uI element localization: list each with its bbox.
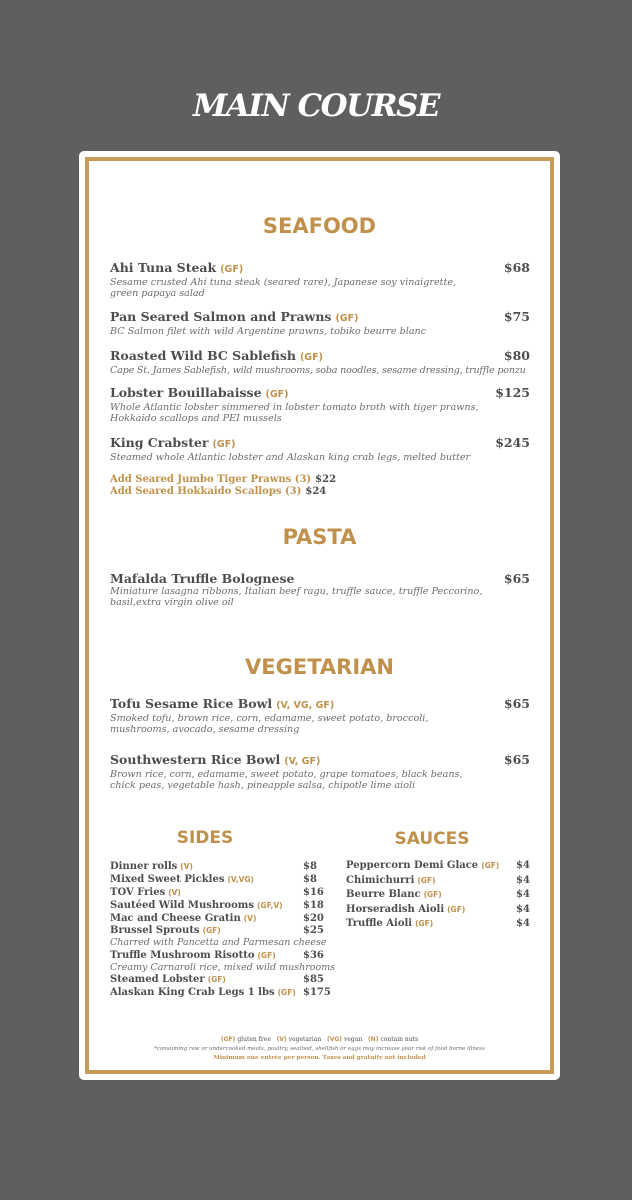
- menu-item-lobster-bouillabaisse: [110, 386, 530, 424]
- legend-code: (V): [276, 1036, 287, 1043]
- addon-price: $22: [315, 474, 337, 485]
- legend-text: vegan: [343, 1036, 363, 1043]
- dietary-tag: (V,VG): [227, 875, 254, 884]
- menu-card: [79, 151, 560, 1080]
- dietary-tag: (GF): [277, 988, 296, 997]
- legend-text: gluten free: [237, 1036, 271, 1043]
- item-price: $245: [495, 435, 530, 450]
- food-safety-disclaimer: *consuming raw or undercooked meats, poultry, seafood, shellfish or eggs may increase your risk of food borne illness: [154, 1046, 485, 1052]
- legend-code: (VG): [326, 1036, 343, 1043]
- addon-tiger-prawns: [110, 474, 336, 486]
- item-description: Cape St. James Sablefish, wild mushrooms, soba noodles, sesame dressing, truffle ponzu: [110, 365, 526, 376]
- dietary-tag: (V, VG, GF): [276, 700, 335, 711]
- side-item: [110, 887, 181, 899]
- menu-item-ahi-tuna-steak: [110, 261, 530, 299]
- side-price: $20: [303, 913, 324, 924]
- side-item: [110, 950, 276, 962]
- side-item: [110, 900, 283, 912]
- item-description: Brown rice, corn, edamame, sweet potato, grape tomatoes, black beans, chick peas, vegetable hash, pineapple salsa, chipotle lime aioli: [110, 769, 463, 791]
- sauce-price: $4: [516, 889, 530, 900]
- item-name: Pan Seared Salmon and Prawns: [110, 309, 332, 324]
- side-name: Alaskan King Crab Legs 1 lbs: [110, 987, 275, 998]
- item-name: Roasted Wild BC Sablefish: [110, 348, 296, 363]
- sauce-item: [346, 875, 436, 887]
- dietary-tag: (V, GF): [284, 756, 321, 767]
- dietary-tag: (GF): [265, 389, 289, 400]
- dietary-tag: (V): [180, 862, 193, 871]
- sauce-price: $4: [516, 904, 530, 915]
- dietary-tag: (GF): [207, 975, 226, 984]
- side-price: $18: [303, 900, 324, 911]
- menu-item-southwestern-rice-bowl: [110, 753, 530, 791]
- side-price: $175: [303, 987, 331, 998]
- side-name: Mixed Sweet Pickles: [110, 874, 225, 885]
- dietary-tag: (GF): [447, 905, 466, 914]
- menu-item-salmon-prawns: [110, 310, 530, 338]
- side-price: $16: [303, 887, 324, 898]
- dietary-tag: (GF): [220, 264, 244, 275]
- item-price: $125: [495, 385, 530, 400]
- side-name: Steamed Lobster: [110, 974, 205, 985]
- item-price: $75: [503, 309, 530, 324]
- side-price: $25: [303, 925, 324, 936]
- dietary-tag: (GF): [481, 861, 500, 870]
- side-note: Charred with Pancetta and Parmesan cheese: [110, 937, 327, 948]
- sauce-name: Chimichurri: [346, 875, 415, 886]
- item-price: $80: [503, 348, 530, 363]
- item-description: Miniature lasagna ribbons, Italian beef ragu, truffle sauce, truffle Peccorino, basil,extra virgin olive oil: [110, 586, 483, 608]
- dietary-tag: (GF): [423, 890, 442, 899]
- side-item: [110, 925, 221, 937]
- side-name: Brussel Sprouts: [110, 925, 200, 936]
- dietary-tag: (V): [168, 888, 181, 897]
- legend-text: contain nuts: [380, 1036, 419, 1043]
- legend-code: (N): [367, 1036, 379, 1043]
- side-name: TOV Fries: [110, 887, 166, 898]
- addon-price: $24: [305, 486, 327, 497]
- sauce-name: Peppercorn Demi Glace: [346, 860, 479, 871]
- item-description: Smoked tofu, brown rice, corn, edamame, sweet potato, broccoli, mushrooms, avocado, sesame dressing: [110, 713, 429, 735]
- item-name: Ahi Tuna Steak: [110, 260, 217, 275]
- page-title: MAIN COURSE: [193, 88, 439, 124]
- side-price: $85: [303, 974, 324, 985]
- sauce-item: [346, 889, 442, 901]
- item-description: Whole Atlantic lobster simmered in lobster tomato broth with tiger prawns, Hokkaido scallops and PEI mussels: [110, 402, 479, 424]
- menu-item-mafalda-bolognese: [110, 572, 530, 608]
- section-heading-pasta: PASTA: [282, 525, 357, 549]
- item-price: $65: [503, 752, 530, 767]
- side-note: Creamy Carnaroli rice, mixed wild mushrooms: [110, 962, 336, 973]
- sauce-name: Beurre Blanc: [346, 889, 421, 900]
- side-name: Truffle Mushroom Risotto: [110, 950, 255, 961]
- side-item: [110, 974, 226, 986]
- side-price: $8: [303, 874, 317, 885]
- section-heading-sides: SIDES: [176, 828, 234, 848]
- side-name: Dinner rolls: [110, 861, 178, 872]
- side-name: Mac and Cheese Gratin: [110, 913, 241, 924]
- dietary-tag: (GF): [417, 876, 436, 885]
- side-item: [110, 913, 256, 925]
- menu-item-sablefish: [110, 349, 530, 377]
- item-name: Mafalda Truffle Bolognese: [110, 571, 295, 586]
- item-name: Lobster Bouillabaisse: [110, 385, 262, 400]
- section-heading-seafood: SEAFOOD: [262, 214, 377, 238]
- sauce-price: $4: [516, 918, 530, 929]
- item-price: $68: [503, 260, 530, 275]
- item-description: BC Salmon filet with wild Argentine prawns, tobiko beurre blanc: [110, 326, 427, 337]
- sauce-name: Horseradish Aioli: [346, 904, 445, 915]
- sauce-name: Truffle Aioli: [346, 918, 413, 929]
- side-name: Sautéed Wild Mushrooms: [110, 900, 254, 911]
- section-heading-sauces: SAUCES: [394, 829, 470, 849]
- side-price: $36: [303, 950, 324, 961]
- item-name: King Crabster: [110, 435, 209, 450]
- sauce-price: $4: [516, 860, 530, 871]
- side-item: [110, 861, 193, 873]
- dietary-tag: (GF): [257, 951, 276, 960]
- dietary-tag: (GF): [212, 439, 236, 450]
- item-description: Sesame crusted Ahi tuna steak (seared rare), Japanese soy vinaigrette, green papaya salad: [110, 277, 457, 299]
- side-item: [110, 874, 254, 886]
- side-item: [110, 987, 296, 999]
- addon-scallops: [110, 486, 326, 498]
- dietary-tag: (GF): [335, 313, 359, 324]
- legend-text: vegetarian: [288, 1036, 322, 1043]
- sauce-item: [346, 860, 499, 872]
- dietary-tag: (V): [243, 914, 257, 923]
- menu-item-king-crabster: [110, 436, 530, 464]
- item-price: $65: [503, 696, 530, 711]
- addon-label: Add Seared Jumbo Tiger Prawns (3): [110, 474, 312, 485]
- dietary-tag: (GF,V): [256, 901, 283, 910]
- item-description: Steamed whole Atlantic lobster and Alaskan king crab legs, melted butter: [110, 452, 471, 463]
- dietary-legend: [79, 1036, 560, 1043]
- side-price: $8: [303, 861, 317, 872]
- sauce-item: [346, 918, 433, 930]
- sauce-item: [346, 904, 465, 916]
- minimum-order-note: Minimum one entrée per person. Taxes and gratuity not included: [213, 1055, 426, 1061]
- addon-label: Add Seared Hokkaido Scallops (3): [110, 486, 302, 497]
- dietary-tag: (GF): [415, 919, 434, 928]
- section-heading-vegetarian: VEGETARIAN: [245, 655, 394, 679]
- dietary-tag: (GF): [202, 926, 221, 935]
- dietary-tag: (GF): [299, 352, 323, 363]
- sauce-price: $4: [516, 875, 530, 886]
- item-price: $65: [503, 571, 530, 586]
- item-name: Southwestern Rice Bowl: [110, 752, 281, 767]
- menu-item-tofu-rice-bowl: [110, 697, 530, 735]
- item-name: Tofu Sesame Rice Bowl: [110, 696, 273, 711]
- legend-code: (GF): [220, 1036, 236, 1043]
